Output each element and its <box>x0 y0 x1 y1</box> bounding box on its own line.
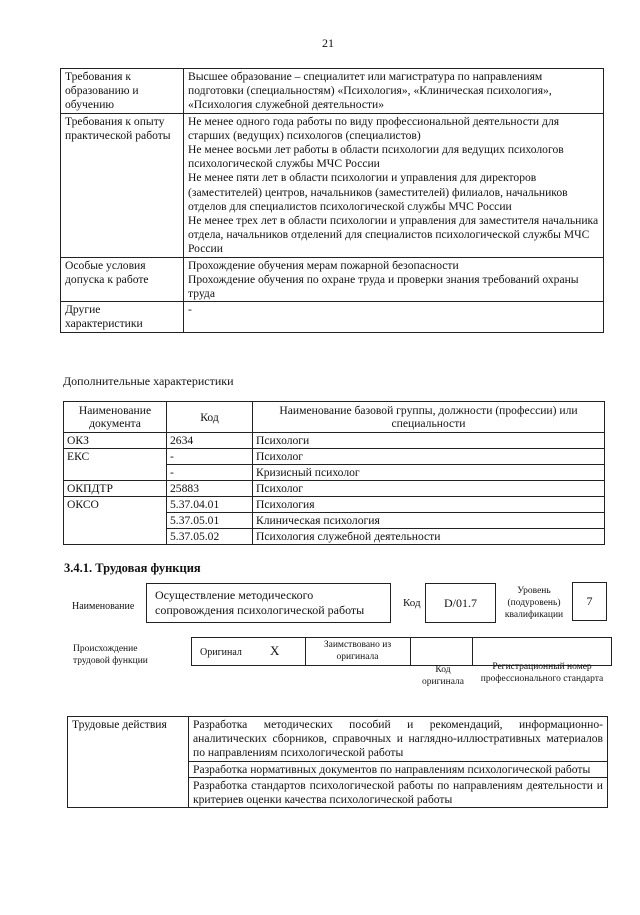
header-cell: Наименование базовой группы, должности (профессии) или специальности <box>253 402 605 433</box>
origin-label: Происхождение трудовой функции <box>73 644 148 666</box>
name-cell: Психологи <box>253 433 605 449</box>
doc-cell: ОКПДТР <box>64 481 167 497</box>
table-row <box>61 302 604 332</box>
name-cell: Кризисный психолог <box>253 465 605 481</box>
table-row <box>68 717 608 762</box>
borrowed-label: Заимствовано из оригинала <box>323 640 392 662</box>
divider <box>305 638 306 665</box>
additional-table <box>63 401 605 545</box>
row-label: Особые условия допуска к работе <box>61 257 184 302</box>
name-cell: Клиническая психология <box>253 513 605 529</box>
level-label: Уровень (подуровень) квалификации <box>504 586 564 620</box>
divider <box>472 638 473 665</box>
table-row <box>61 257 604 302</box>
table-row <box>61 113 604 257</box>
reg-number-caption: Регистрационный номер профессионального стандарта <box>480 662 604 684</box>
code-original-caption: Код оригинала <box>422 665 464 687</box>
actions-label: Трудовые действия <box>68 717 189 808</box>
table-row <box>64 433 605 449</box>
table-header-row <box>64 402 605 433</box>
code-cell: 5.37.05.01 <box>167 513 253 529</box>
function-name-value: Осуществление методического сопровождения психологической работы <box>155 588 365 617</box>
row-label: Другие характеристики <box>61 302 184 332</box>
code-cell: - <box>167 449 253 465</box>
page-number: 21 <box>322 36 334 50</box>
function-code-label: Код <box>403 597 421 609</box>
value-line: - <box>188 303 192 317</box>
section-heading: 3.4.1. Трудовая функция <box>64 561 201 575</box>
action-item: Разработка нормативных документов по направлениям психологической работы <box>189 761 608 777</box>
doc-cell: ЕКС <box>64 449 167 481</box>
header-cell: Код <box>167 402 253 433</box>
doc-cell: ОКСО <box>64 497 167 545</box>
table-row <box>64 481 605 497</box>
function-name-box <box>146 583 391 623</box>
value-line: Прохождение обучения мерам пожарной безопасности <box>188 258 459 272</box>
level-value: 7 <box>586 594 593 608</box>
value-line: Не менее одного года работы по виду профессиональной деятельности для старших (ведущих) психологов (специалистов) <box>188 114 560 142</box>
level-box <box>572 582 607 621</box>
name-cell: Психолог <box>253 449 605 465</box>
original-label: Оригинал <box>200 647 242 658</box>
row-value <box>184 257 604 302</box>
original-mark: X <box>270 643 280 658</box>
name-cell: Психолог <box>253 481 605 497</box>
row-value <box>184 113 604 257</box>
additional-title: Дополнительные характеристики <box>63 374 234 388</box>
requirements-table <box>60 68 604 333</box>
function-code-value: D/01.7 <box>444 596 477 610</box>
code-cell: 25883 <box>167 481 253 497</box>
row-label: Требования к опыту практической работы <box>61 113 184 257</box>
code-cell: 5.37.05.02 <box>167 529 253 545</box>
value-line: Не менее трех лет в области психологии и управления для заместителя начальника отдела, начальников отделений для специалистов психологической службы МЧС России <box>188 214 599 256</box>
table-row <box>64 497 605 513</box>
table-row <box>64 449 605 465</box>
divider <box>410 638 411 665</box>
action-item: Разработка методических пособий и рекомендаций, информационно-аналитических сборников, справочных и наглядно-иллюстративных материалов по направлениям психологической работы <box>189 717 608 762</box>
code-cell: 2634 <box>167 433 253 449</box>
header-cell: Наименование документа <box>64 402 167 433</box>
action-item: Разработка стандартов психологической работы по направлениям деятельности и критериев оценки качества психологической работы <box>189 777 608 807</box>
name-cell: Психология служебной деятельности <box>253 529 605 545</box>
value-line: Не менее восьми лет работы в области психологии для ведущих психологов психологической службы МЧС России <box>188 143 564 171</box>
function-name-label: Наименование <box>72 601 135 612</box>
name-cell: Психология <box>253 497 605 513</box>
code-cell: - <box>167 465 253 481</box>
value-line: Высшее образование – специалитет или магистратура по направлениям подготовки (специальностям) «Психология», «Клиническая психология», «Психология служебной деятельности» <box>188 70 552 112</box>
row-value <box>184 69 604 114</box>
value-line: Не менее пяти лет в области психологии и управления для директоров (заместителей) центров, начальников (заместителей) филиалов, начальников отделов для специалистов психологической службы МЧС России <box>188 171 568 213</box>
code-cell: 5.37.04.01 <box>167 497 253 513</box>
row-value <box>184 302 604 332</box>
value-line: Прохождение обучения по охране труда и проверки знания требований охраны труда <box>188 272 579 301</box>
row-label: Требования к образованию и обучению <box>61 69 184 114</box>
doc-cell: ОКЗ <box>64 433 167 449</box>
function-code-box <box>425 583 496 623</box>
labor-actions-table <box>67 716 608 808</box>
table-row <box>61 69 604 114</box>
